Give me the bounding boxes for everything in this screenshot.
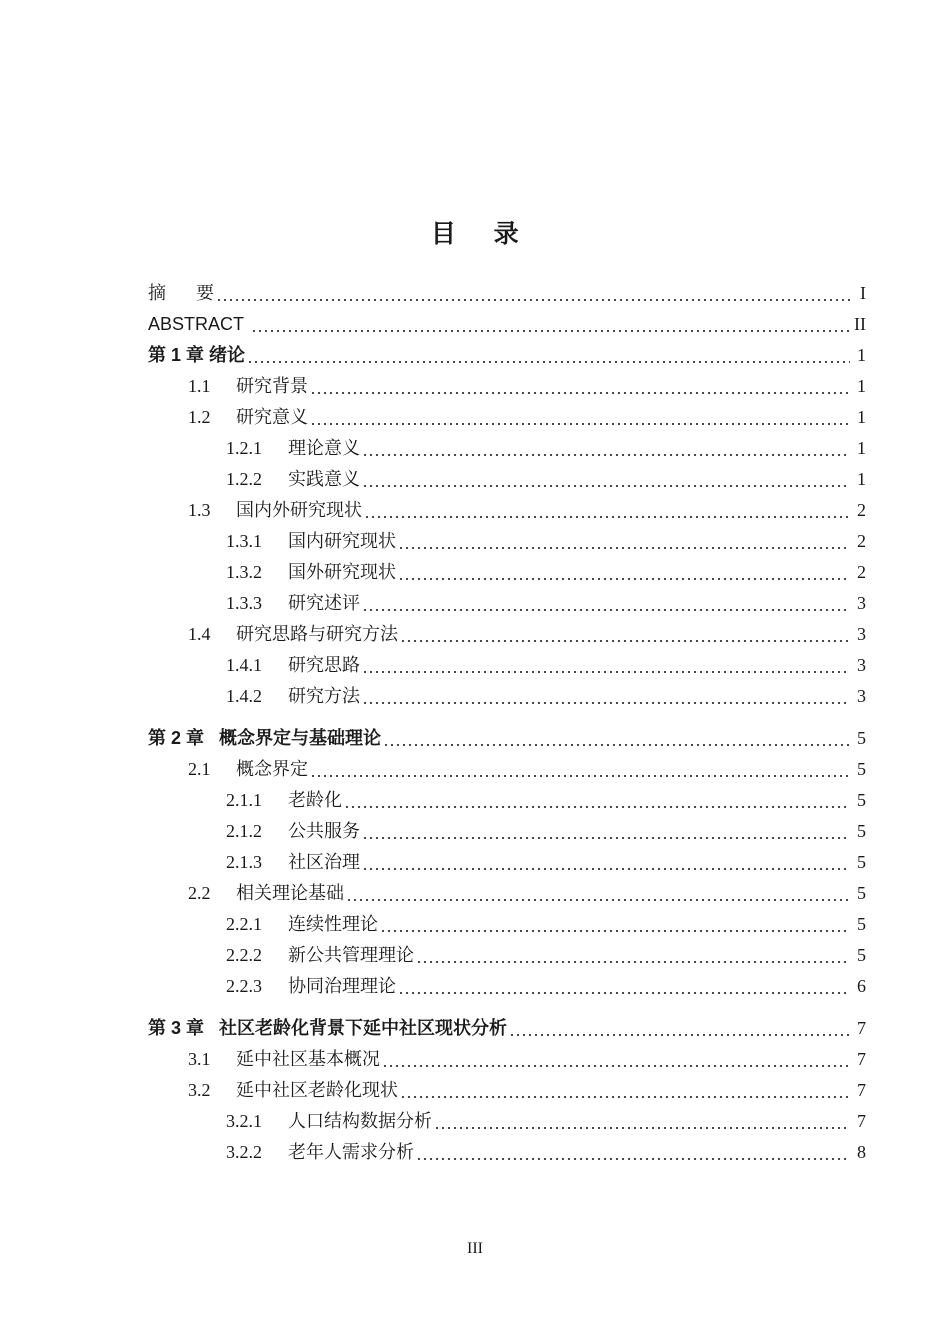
dot-leader bbox=[362, 464, 850, 495]
toc-entry-label: 协同治理理论 bbox=[288, 976, 396, 996]
toc-entry-label: 第 2 章 概念界定与基础理论 bbox=[148, 728, 382, 748]
dot-leader bbox=[400, 1075, 850, 1106]
toc-entry-page-number: 7 bbox=[857, 1049, 866, 1069]
table-of-contents bbox=[148, 278, 866, 1168]
toc-entry-label: 第 1 章 绪论 bbox=[148, 345, 246, 365]
toc-entry-number: 1.2.2 bbox=[226, 469, 262, 489]
dot-leader bbox=[400, 619, 850, 650]
toc-entry[interactable] bbox=[148, 878, 866, 909]
dot-leader bbox=[216, 278, 850, 309]
toc-entry-label: 研究述评 bbox=[288, 593, 360, 613]
dot-leader bbox=[362, 816, 850, 847]
toc-entry-label: 公共服务 bbox=[288, 821, 360, 841]
toc-entry[interactable] bbox=[148, 526, 866, 557]
toc-entry-number: 1.1 bbox=[188, 376, 211, 396]
toc-entry[interactable] bbox=[148, 971, 866, 1002]
toc-entry[interactable] bbox=[148, 940, 866, 971]
toc-entry-page-number: 5 bbox=[857, 852, 866, 872]
toc-entry[interactable] bbox=[148, 433, 866, 464]
toc-entry-number: 2.1.1 bbox=[226, 790, 262, 810]
toc-entry-number: 2.1.3 bbox=[226, 852, 262, 872]
toc-entry-number: 2.1 bbox=[188, 759, 211, 779]
toc-entry-label: 研究方法 bbox=[288, 686, 360, 706]
toc-entry-page-number: 2 bbox=[857, 531, 866, 551]
toc-entry-number: 1.4 bbox=[188, 624, 211, 644]
toc-entry-number: 1.3.1 bbox=[226, 531, 262, 551]
toc-entry[interactable] bbox=[148, 785, 866, 816]
toc-entry-number: 1.3 bbox=[188, 500, 211, 520]
toc-entry[interactable] bbox=[148, 1013, 866, 1044]
toc-entry[interactable] bbox=[148, 402, 866, 433]
toc-entry[interactable] bbox=[148, 619, 866, 650]
toc-entry-label: 概念界定 bbox=[236, 759, 308, 779]
dot-leader bbox=[398, 557, 850, 588]
toc-entry-label: 研究思路与研究方法 bbox=[236, 624, 398, 644]
dot-leader bbox=[434, 1106, 850, 1137]
toc-entry-label: ABSTRACT bbox=[148, 314, 249, 334]
toc-entry-number: 2.1.2 bbox=[226, 821, 262, 841]
toc-entry[interactable] bbox=[148, 309, 866, 340]
toc-entry-number: 3.2.2 bbox=[226, 1142, 262, 1162]
toc-entry-page-number: 1 bbox=[857, 438, 866, 458]
toc-entry[interactable] bbox=[148, 847, 866, 878]
toc-entry-label: 实践意义 bbox=[288, 469, 360, 489]
toc-entry-label: 新公共管理理论 bbox=[288, 945, 414, 965]
toc-entry-page-number: 3 bbox=[857, 655, 866, 675]
toc-entry-page-number: 6 bbox=[857, 976, 866, 996]
dot-leader bbox=[383, 723, 850, 754]
dot-leader bbox=[310, 754, 850, 785]
toc-entry-label: 摘 要 bbox=[148, 283, 215, 303]
toc-entry-label: 理论意义 bbox=[288, 438, 360, 458]
dot-leader bbox=[310, 402, 850, 433]
toc-entry-number: 3.2.1 bbox=[226, 1111, 262, 1131]
toc-entry[interactable] bbox=[148, 1106, 866, 1137]
dot-leader bbox=[362, 433, 850, 464]
toc-entry[interactable] bbox=[148, 495, 866, 526]
footer-page-number: III bbox=[467, 1240, 483, 1257]
toc-entry-label: 老龄化 bbox=[288, 790, 342, 810]
dot-leader bbox=[382, 1044, 850, 1075]
toc-entry-number: 2.2.3 bbox=[226, 976, 262, 996]
toc-entry[interactable] bbox=[148, 650, 866, 681]
dot-leader bbox=[344, 785, 850, 816]
toc-entry-page-number: 7 bbox=[857, 1080, 866, 1100]
toc-entry-page-number: 1 bbox=[857, 407, 866, 427]
toc-entry[interactable] bbox=[148, 723, 866, 754]
toc-entry-label: 研究思路 bbox=[288, 655, 360, 675]
toc-entry[interactable] bbox=[148, 1137, 866, 1168]
toc-entry-page-number: II bbox=[854, 314, 866, 334]
dot-leader bbox=[362, 681, 850, 712]
toc-entry[interactable] bbox=[148, 1044, 866, 1075]
toc-entry-page-number: 2 bbox=[857, 500, 866, 520]
dot-leader bbox=[362, 650, 850, 681]
dot-leader bbox=[346, 878, 850, 909]
toc-entry[interactable] bbox=[148, 464, 866, 495]
dot-leader bbox=[364, 495, 850, 526]
toc-entry-label: 延中社区基本概况 bbox=[236, 1049, 380, 1069]
toc-entry-number: 1.3.3 bbox=[226, 593, 262, 613]
toc-entry-number: 1.2 bbox=[188, 407, 211, 427]
toc-entry-page-number: 7 bbox=[857, 1111, 866, 1131]
toc-entry-label: 研究背景 bbox=[236, 376, 308, 396]
dot-leader bbox=[398, 971, 850, 1002]
toc-entry-page-number: 7 bbox=[857, 1018, 866, 1038]
dot-leader bbox=[416, 1137, 850, 1168]
dot-leader bbox=[509, 1013, 850, 1044]
toc-entry-number: 1.3.2 bbox=[226, 562, 262, 582]
dot-leader bbox=[362, 588, 850, 619]
toc-entry-page-number: 5 bbox=[857, 790, 866, 810]
toc-entry-number: 2.2.1 bbox=[226, 914, 262, 934]
toc-entry-page-number: 5 bbox=[857, 759, 866, 779]
toc-entry[interactable] bbox=[148, 371, 866, 402]
dot-leader bbox=[398, 526, 850, 557]
dot-leader bbox=[380, 909, 850, 940]
toc-entry-number: 3.2 bbox=[188, 1080, 211, 1100]
toc-entry-page-number: 3 bbox=[857, 593, 866, 613]
toc-entry-page-number: 3 bbox=[857, 686, 866, 706]
toc-entry-label: 国外研究现状 bbox=[288, 562, 396, 582]
toc-entry-label: 延中社区老龄化现状 bbox=[236, 1080, 398, 1100]
toc-entry[interactable] bbox=[148, 909, 866, 940]
toc-entry-number: 2.2 bbox=[188, 883, 211, 903]
dot-leader bbox=[362, 847, 850, 878]
toc-entry-page-number: 5 bbox=[857, 821, 866, 841]
dot-leader bbox=[310, 371, 850, 402]
toc-entry-label: 国内外研究现状 bbox=[236, 500, 362, 520]
toc-entry-page-number: 5 bbox=[857, 945, 866, 965]
toc-entry[interactable] bbox=[148, 1075, 866, 1106]
dot-leader bbox=[251, 309, 850, 340]
toc-entry-page-number: 1 bbox=[857, 345, 866, 365]
toc-entry-label: 相关理论基础 bbox=[236, 883, 344, 903]
toc-entry[interactable] bbox=[148, 278, 866, 309]
toc-entry[interactable] bbox=[148, 681, 866, 712]
dot-leader bbox=[416, 940, 850, 971]
toc-entry-page-number: 8 bbox=[857, 1142, 866, 1162]
toc-entry-page-number: 3 bbox=[857, 624, 866, 644]
toc-entry[interactable] bbox=[148, 588, 866, 619]
toc-entry-label: 国内研究现状 bbox=[288, 531, 396, 551]
toc-entry-page-number: 5 bbox=[857, 728, 866, 748]
toc-entry[interactable] bbox=[148, 340, 866, 371]
page-title: 目 录 bbox=[430, 220, 520, 248]
toc-entry-page-number: 1 bbox=[857, 469, 866, 489]
toc-entry-page-number: 5 bbox=[857, 883, 866, 903]
toc-entry[interactable] bbox=[148, 816, 866, 847]
toc-entry-label: 第 3 章 社区老龄化背景下延中社区现状分析 bbox=[148, 1018, 508, 1038]
toc-entry-number: 2.2.2 bbox=[226, 945, 262, 965]
toc-entry-number: 1.2.1 bbox=[226, 438, 262, 458]
toc-entry-label: 社区治理 bbox=[288, 852, 360, 872]
toc-entry-label: 研究意义 bbox=[236, 407, 308, 427]
toc-entry-number: 3.1 bbox=[188, 1049, 211, 1069]
toc-entry[interactable] bbox=[148, 754, 866, 785]
dot-leader bbox=[247, 340, 850, 371]
toc-entry-label: 老年人需求分析 bbox=[288, 1142, 414, 1162]
toc-entry[interactable] bbox=[148, 557, 866, 588]
toc-entry-number: 1.4.1 bbox=[226, 655, 262, 675]
toc-entry-page-number: 2 bbox=[857, 562, 866, 582]
toc-entry-label: 人口结构数据分析 bbox=[288, 1111, 432, 1131]
toc-entry-number: 1.4.2 bbox=[226, 686, 262, 706]
toc-entry-label: 连续性理论 bbox=[288, 914, 378, 934]
toc-entry-page-number: I bbox=[860, 283, 866, 303]
toc-entry-page-number: 1 bbox=[857, 376, 866, 396]
toc-entry-page-number: 5 bbox=[857, 914, 866, 934]
